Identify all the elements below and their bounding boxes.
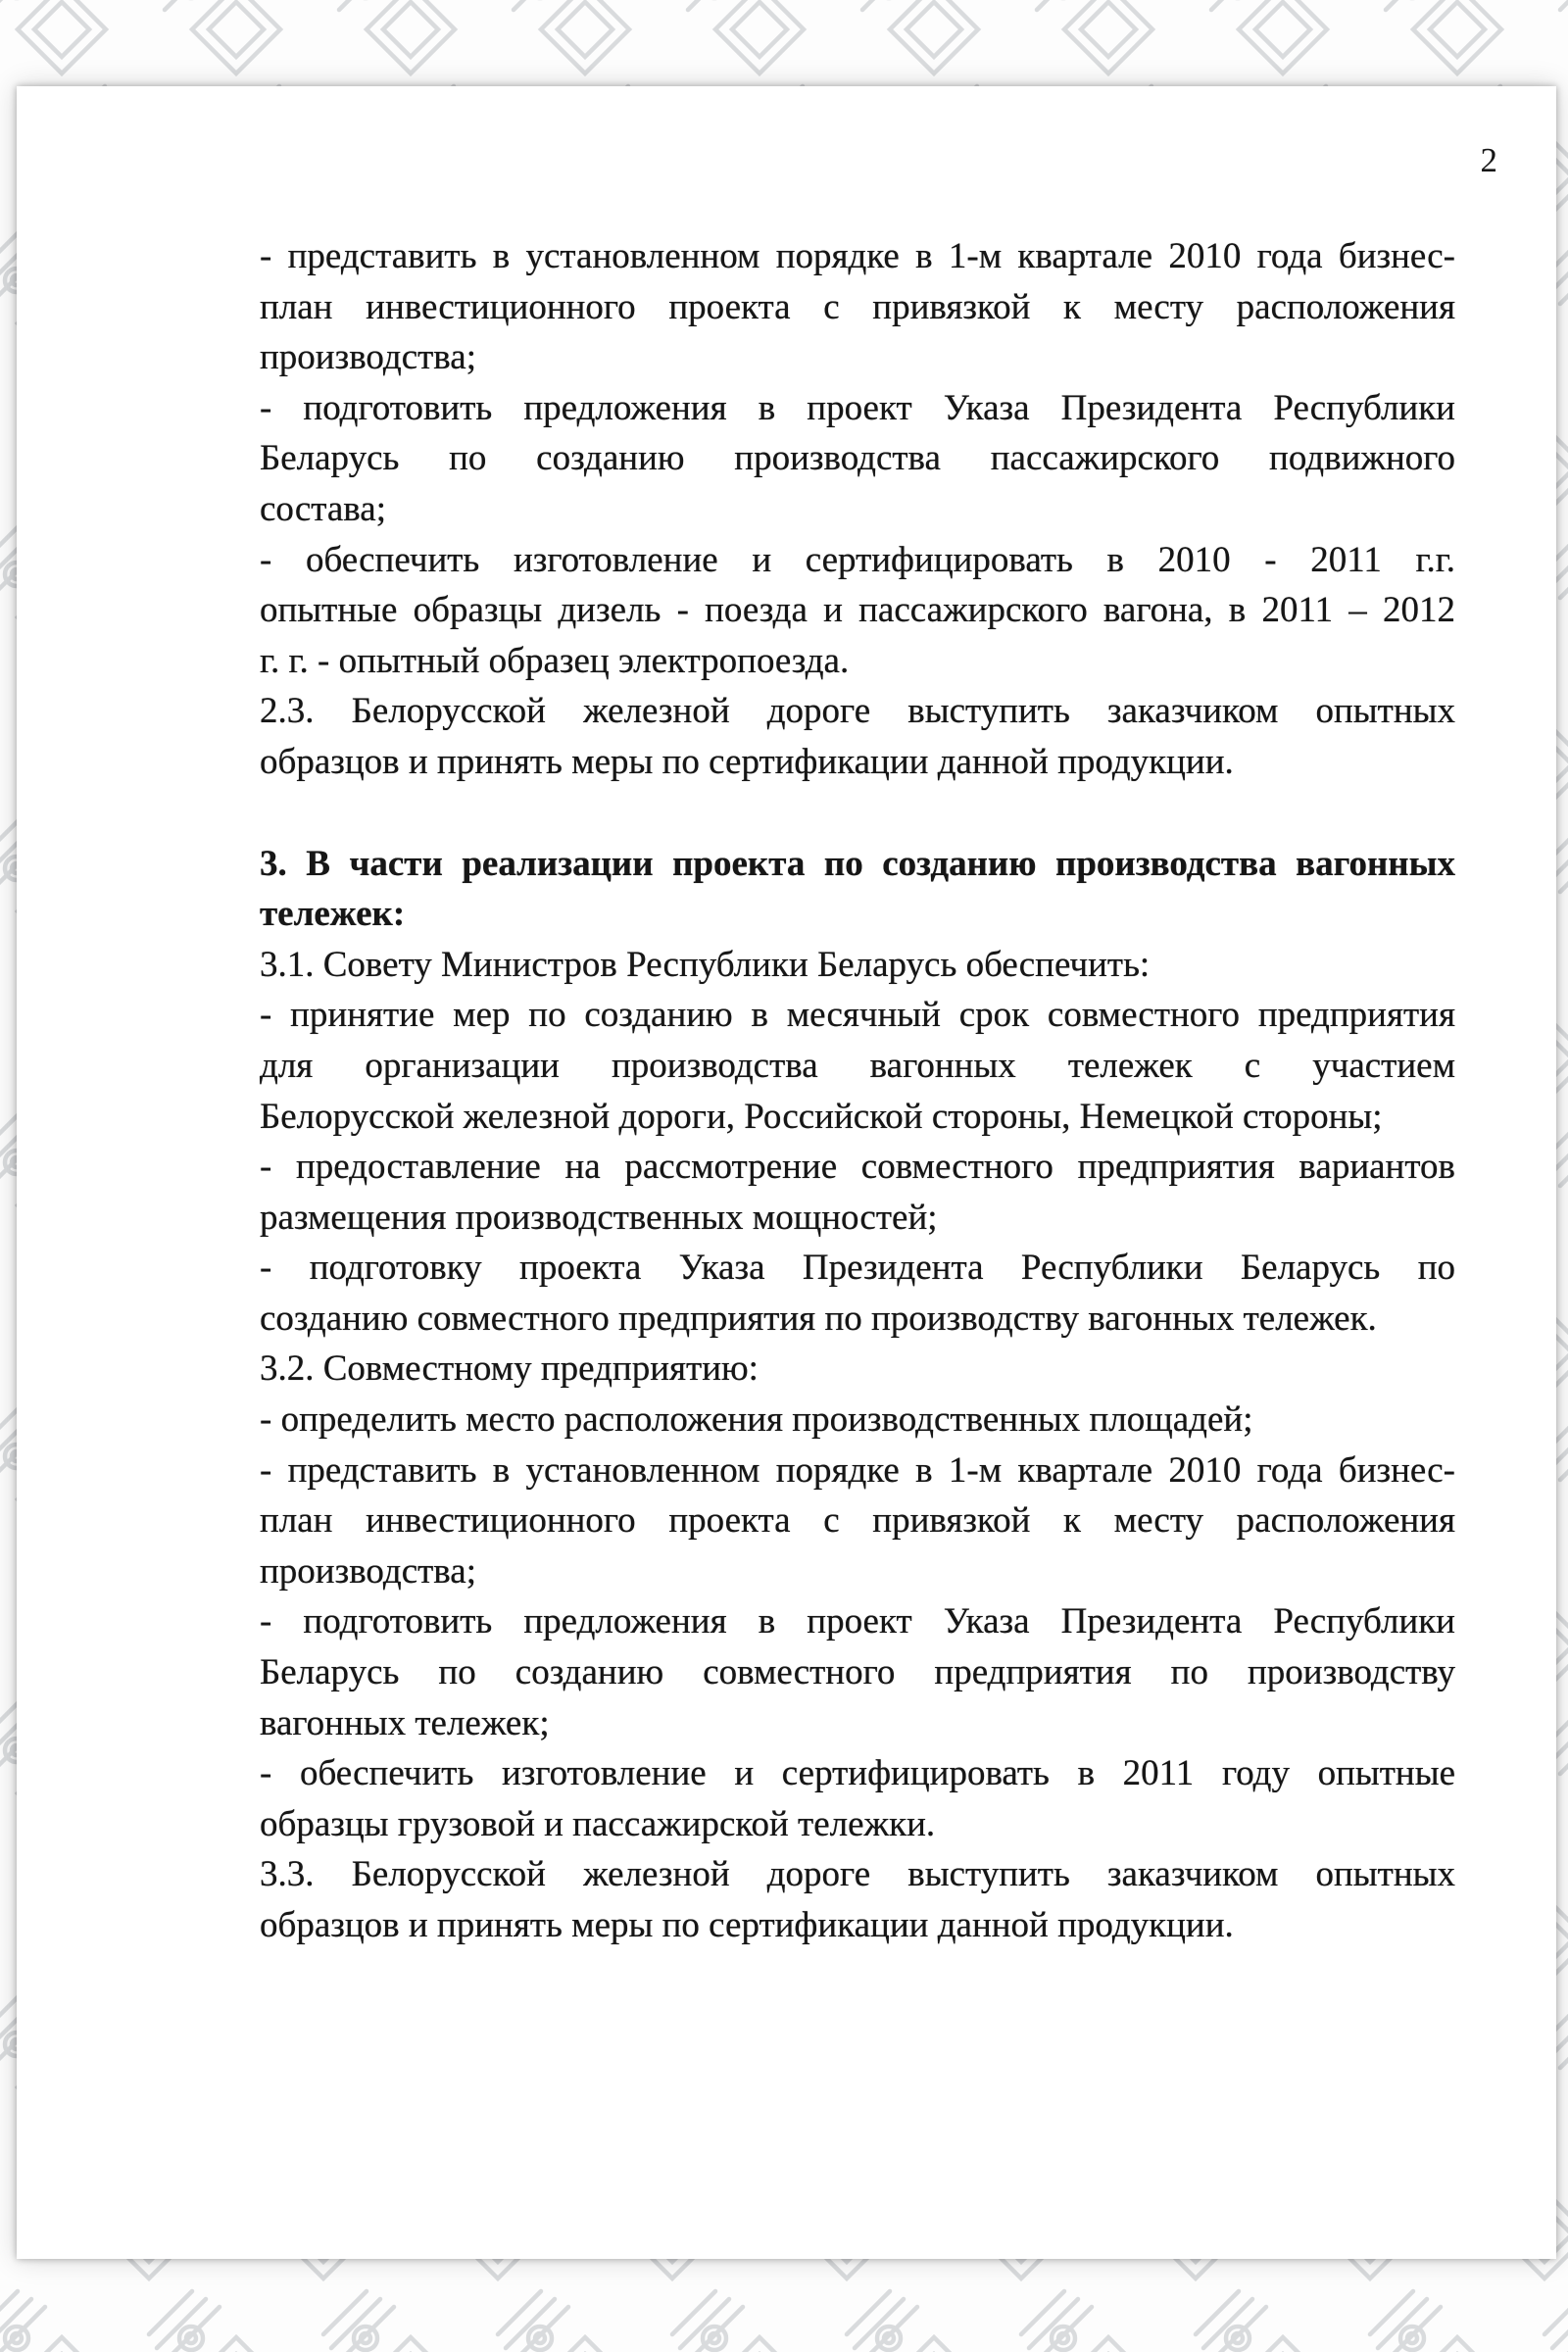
- text-line: - обеспечить изготовление и сертифицировать в 2011 году опытные: [260, 1753, 1455, 1794]
- ornament-icon: [1356, 2283, 1523, 2352]
- paragraph: [260, 1344, 1455, 1395]
- page-number: 2: [1480, 141, 1497, 179]
- text-line: производства;: [260, 1550, 476, 1592]
- ornament-icon: [659, 2283, 825, 2352]
- text-line: 3.3. Белорусской железной дороге выступить заказчиком опытных: [260, 1854, 1455, 1895]
- paragraph: [260, 1748, 1455, 1849]
- ornament-icon: [1531, 2283, 1568, 2352]
- text-line: 3.1. Совету Министров Республики Беларусь обеспечить:: [260, 944, 1151, 985]
- text-line: - подготовить предложения в проект Указа Президента Республики: [260, 387, 1455, 428]
- document-page: [17, 86, 1556, 2259]
- paragraph: [260, 1446, 1455, 1597]
- ornament-icon: [1007, 2283, 1174, 2352]
- text-line: - представить в установленном порядке в 1-м квартале 2010 года бизнес-: [260, 1449, 1455, 1491]
- text-line: - представить в установленном порядке в 1-м квартале 2010 года бизнес-: [260, 236, 1455, 276]
- text-line: 3. В части реализации проекта по созданию производства вагонных: [260, 843, 1455, 884]
- ornament-icon: [484, 2283, 651, 2352]
- text-line: производства;: [260, 337, 476, 378]
- text-line: Белорусской железной дороги, Российской стороны, Немецкой стороны;: [260, 1096, 1383, 1137]
- ornament-icon: [1182, 2283, 1348, 2352]
- ornament-icon: [310, 2283, 476, 2352]
- text-line: Беларусь по созданию производства пассажирского подвижного: [260, 438, 1455, 479]
- paragraph: [260, 940, 1455, 991]
- paragraph: [260, 686, 1455, 787]
- text-line: 3.2. Совместному предприятию:: [260, 1348, 759, 1390]
- text-line: - предоставление на рассмотрение совместного предприятия вариантов: [260, 1147, 1455, 1188]
- section-heading: [260, 839, 1455, 940]
- paragraph: [260, 1596, 1455, 1748]
- text-line: образцы грузовой и пассажирской тележки.: [260, 1803, 936, 1844]
- ornament-icon: [833, 2283, 1000, 2352]
- text-line: опытные образцы дизель - поезда и пассажирского вагона, в 2011 – 2012: [260, 590, 1455, 631]
- text-line: - обеспечить изготовление и сертифицировать в 2010 - 2011 г.г.: [260, 539, 1455, 580]
- document-body: [260, 231, 1455, 1951]
- text-line: тележек:: [260, 894, 406, 935]
- text-line: размещения производственных мощностей;: [260, 1197, 938, 1238]
- paragraph: [260, 990, 1455, 1142]
- text-line: образцов и принять меры по сертификации данной продукции.: [260, 741, 1234, 782]
- text-line: созданию совместного предприятия по производству вагонных тележек.: [260, 1298, 1377, 1339]
- text-line: состава;: [260, 488, 386, 529]
- paragraph: [260, 383, 1455, 535]
- ornament-icon: [0, 2283, 127, 2352]
- paragraph: [260, 231, 1455, 383]
- text-line: - определить место расположения производственных площадей;: [260, 1399, 1253, 1441]
- text-line: план инвестиционного проекта с привязкой к месту расположения: [260, 286, 1455, 327]
- text-line: образцов и принять меры по сертификации данной продукции.: [260, 1905, 1234, 1945]
- text-line: - принятие мер по созданию в месячный срок совместного предприятия: [260, 995, 1455, 1036]
- paragraph: [260, 1243, 1455, 1344]
- ornament-icon: [135, 2283, 302, 2352]
- text-line: - подготовить предложения в проект Указа Президента Республики: [260, 1601, 1455, 1642]
- text-line: вагонных тележек;: [260, 1702, 550, 1743]
- text-line: для организации производства вагонных тележек с участием: [260, 1045, 1455, 1086]
- paragraph: [260, 1849, 1455, 1950]
- paragraph: [260, 535, 1455, 687]
- text-line: план инвестиционного проекта с привязкой к месту расположения: [260, 1500, 1455, 1542]
- text-line: - подготовку проекта Указа Президента Республики Беларусь по: [260, 1248, 1455, 1289]
- text-line: г. г. - опытный образец электропоезда.: [260, 640, 850, 681]
- text-line: 2.3. Белорусской железной дороге выступить заказчиком опытных: [260, 691, 1455, 732]
- paragraph: [260, 1142, 1455, 1243]
- paragraph: [260, 1395, 1455, 1446]
- text-line: Беларусь по созданию совместного предприятия по производству: [260, 1652, 1455, 1693]
